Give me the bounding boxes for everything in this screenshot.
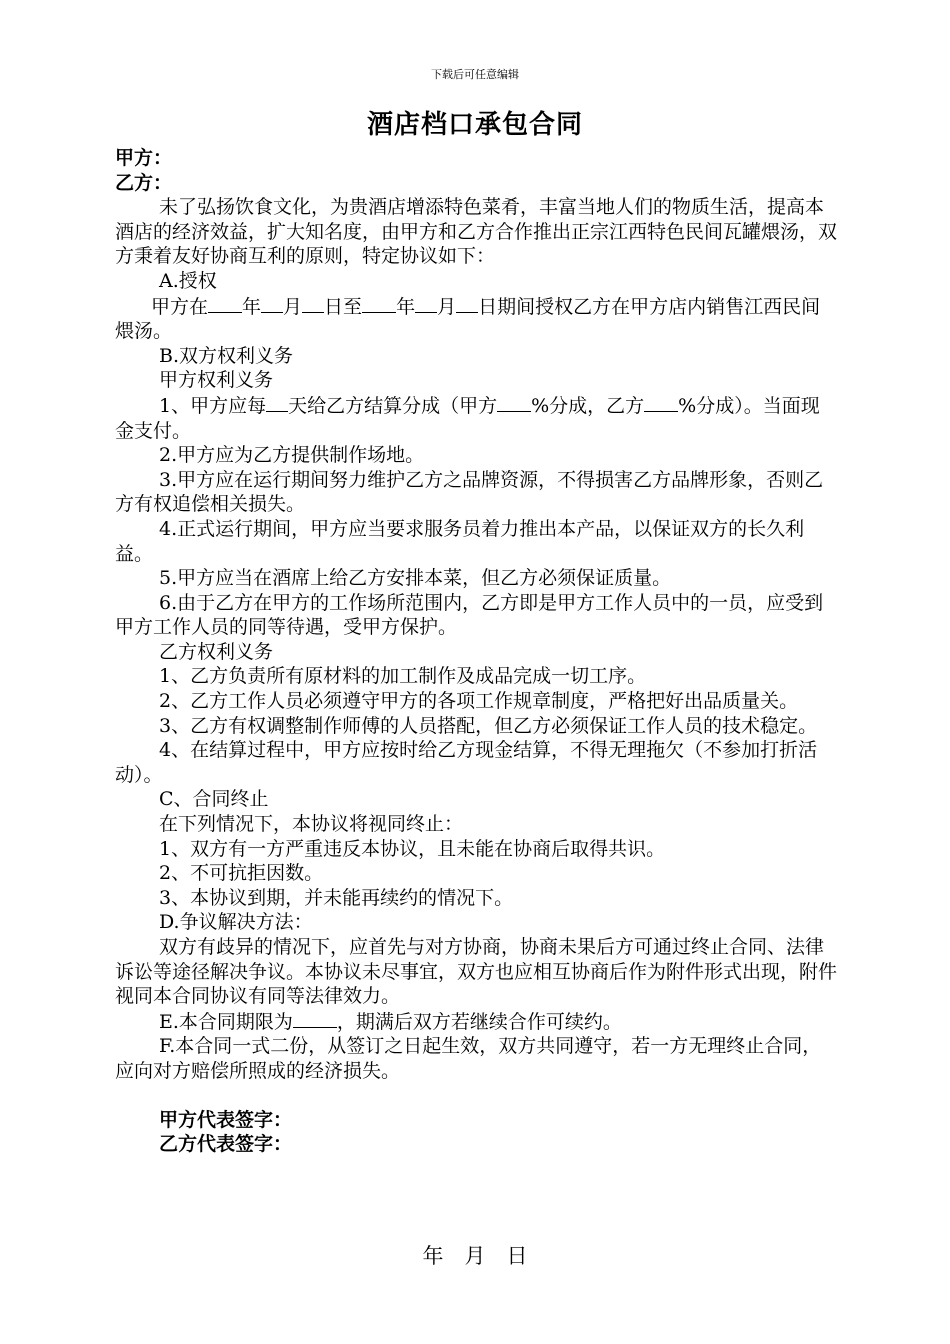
document-title: 酒店档口承包合同 [366, 110, 583, 140]
intro-paragraph: 未了弘扬饮食文化，为贵酒店增添特色菜肴，丰富当地人们的物质生活，提高本酒店的经济效益，扩大知名度，由甲方和乙方合作推出正宗江西特色民间瓦罐煨汤，双方秉着友好协商互利的原则，特定协议如下： [115, 196, 838, 268]
party-b-duties-heading: 乙方权利义务 [159, 640, 274, 663]
party-b-item: 2、乙方工作人员必须遵守甲方的各项工作规章制度，严格把好出品质量关。 [159, 690, 799, 713]
party-b-label: 乙方： [115, 171, 173, 194]
section-d-text: 双方有歧异的情况下，应首先与对方协商，协商未果后方可通过终止合同、法律诉讼等途径解决争议。本协议未尽事宜，双方也应相互协商后作为附件形式出现，附件视同本合同协议有同等法律效力。 [115, 936, 838, 1008]
party-a-item: 5.甲方应当在酒席上给乙方安排本菜，但乙方必须保证质量。 [159, 567, 672, 590]
party-a-item: 3.甲方应在运行期间努力维护乙方之品牌资源，不得损害乙方品牌形象，否则乙方有权追偿相关损失。 [115, 468, 824, 516]
party-b-item: 4、在结算过程中，甲方应按时给乙方现金结算，不得无理拖欠（不参加打折活动）。 [115, 739, 818, 786]
header-note: 下载后可任意编辑 [431, 68, 519, 81]
party-a-item: 2.甲方应为乙方提供制作场地。 [159, 444, 425, 467]
party-a-item: 6.由于乙方在甲方的工作场所范围内，乙方即是甲方工作人员中的一员，应受到甲方工作人员的同等待遇，受甲方保护。 [115, 591, 824, 639]
party-a-item: 1、甲方应每 天给乙方结算分成（甲方 %分成，乙方 %分成）。当面现金支付。 [115, 394, 820, 442]
party-a-label: 甲方： [115, 147, 173, 169]
section-d-heading: D.争议解决方法： [159, 911, 313, 934]
termination-item: 2、不可抗拒因数。 [159, 862, 324, 885]
section-a-text: 甲方在 年 月 日至 年 月 日期间授权乙方在甲方店内销售江西民间煨汤。 [115, 295, 821, 343]
party-b-signature-label: 乙方代表签字： [159, 1133, 293, 1156]
section-a-heading: A.授权 [159, 269, 217, 292]
section-c-heading: C、合同终止 [159, 788, 269, 811]
section-c-lead: 在下列情况下，本协议将视同终止： [159, 813, 464, 836]
party-b-item: 3、乙方有权调整制作师傅的人员搭配，但乙方必须保证工作人员的技术稳定。 [159, 714, 818, 737]
party-b-item: 1、乙方负责所有原材料的加工制作及成品完成一切工序。 [159, 665, 647, 688]
contract-body [115, 146, 837, 1157]
party-a-item: 4.正式运行期间，甲方应当要求服务员着力推出本产品，以保证双方的长久利益。 [115, 517, 805, 565]
termination-item: 1、双方有一方严重违反本协议，且未能在协商后取得共识。 [159, 837, 666, 860]
section-e-text: E.本合同期限为 ，期满后双方若继续合作可续约。 [159, 1010, 622, 1033]
party-a-duties-heading: 甲方权利义务 [159, 369, 274, 392]
section-f-text: F.本合同一式二份，从签订之日起生效，双方共同遵守，若一方无理终止合同，应向对方赔偿所照成的经济损失。 [115, 1035, 822, 1082]
date-line: 年 月 日 [422, 1244, 528, 1268]
section-b-heading: B.双方权利义务 [159, 344, 294, 367]
termination-item: 3、本协议到期，并未能再续约的情况下。 [159, 886, 514, 909]
party-a-signature-label: 甲方代表签字： [159, 1108, 293, 1131]
